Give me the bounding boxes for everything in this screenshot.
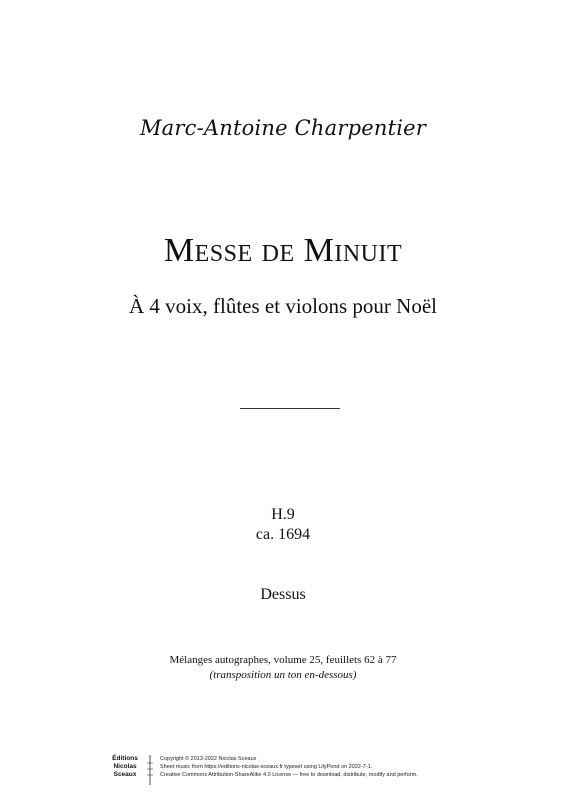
divider-rule [240, 408, 340, 409]
composer-name: Marc-Antoine Charpentier [139, 116, 426, 140]
work-title: Messe de Minuit [163, 232, 403, 269]
source-line: Sheet music from https://editions-nicolas-sceaux.fr typeset using LilyPond on 2022-7-1. [160, 764, 373, 770]
part-name: Dessus [260, 586, 306, 603]
publisher-name [105, 755, 145, 779]
license-line: Creative Commons Attribution-ShareAlike 4.0 License — free to download, distribute, modify and perform. [160, 772, 418, 778]
publisher-line: Sceaux [113, 771, 137, 778]
legal-text [160, 755, 418, 779]
transposition-note: (transposition un ton en-dessous) [209, 669, 357, 681]
catalog-number: H.9 [271, 506, 295, 523]
publisher-logo-icon [145, 755, 155, 785]
publisher-line: Éditions [112, 755, 138, 762]
work-subtitle: À 4 voix, flûtes et violons pour Noël [129, 294, 437, 318]
publisher-line: Nicolas [113, 763, 137, 770]
copyright-line: Copyright © 2013-2022 Nicolas Sceaux [160, 756, 257, 762]
source-reference: Mélanges autographes, volume 25, feuillets 62 à 77 [169, 654, 397, 666]
composition-date: ca. 1694 [255, 526, 311, 543]
